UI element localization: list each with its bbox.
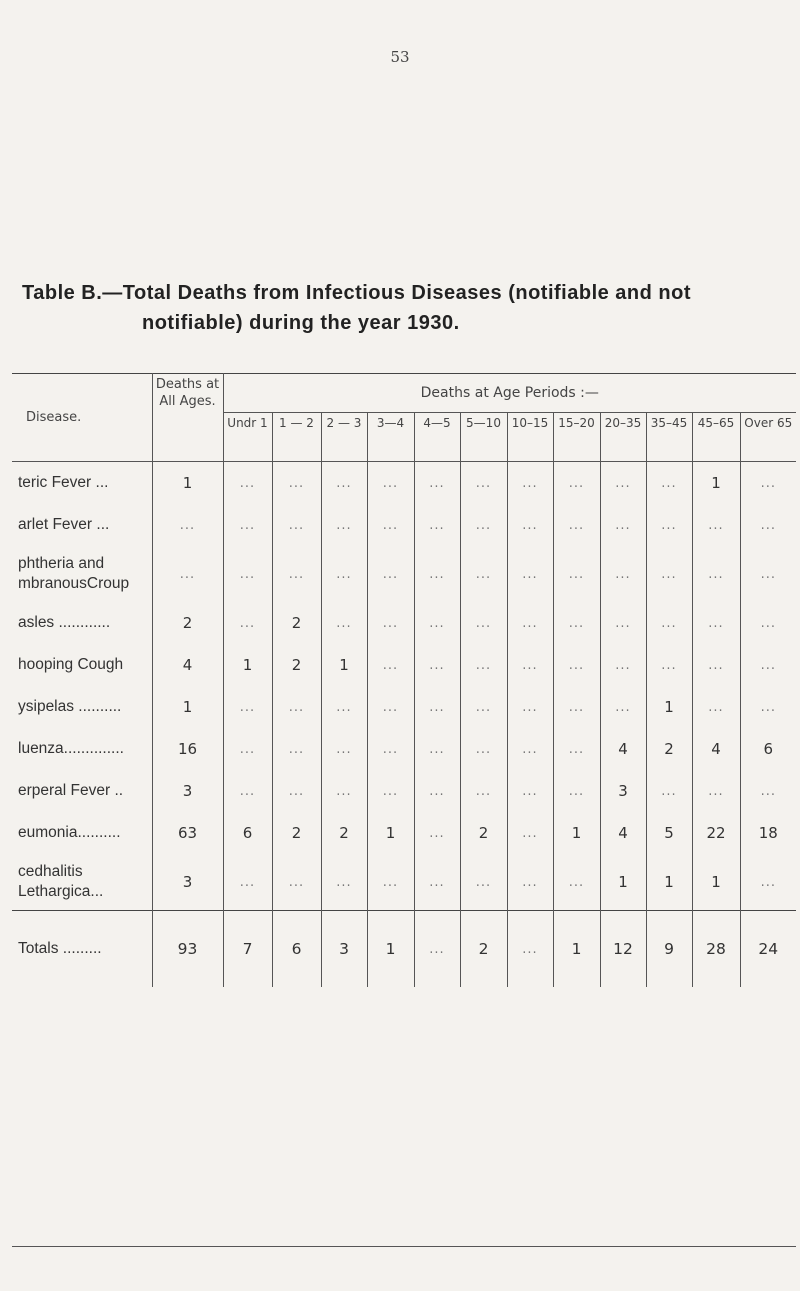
age-period-cell: ... <box>414 546 460 602</box>
age-period-header: 20–35 <box>600 413 646 462</box>
age-period-cell: ... <box>460 728 507 770</box>
deaths-all-ages-cell: 3 <box>152 770 223 812</box>
age-period-cell: 1 <box>321 644 367 686</box>
age-period-cell: ... <box>553 728 600 770</box>
age-period-cell: ... <box>460 854 507 911</box>
age-period-cell: ... <box>223 602 272 644</box>
table-row <box>12 504 796 546</box>
totals-all-ages-cell: 93 <box>152 911 223 988</box>
age-period-header: 1 — 2 <box>272 413 321 462</box>
age-period-cell: 4 <box>600 728 646 770</box>
age-period-cell: ... <box>740 854 796 911</box>
totals-age-period-cell: 6 <box>272 911 321 988</box>
age-period-cell: ... <box>600 602 646 644</box>
totals-age-period-cell: 1 <box>553 911 600 988</box>
age-period-cell: ... <box>692 770 740 812</box>
totals-age-period-cell: 2 <box>460 911 507 988</box>
header-age-periods: Deaths at Age Periods :— <box>223 374 796 413</box>
totals-age-period-cell: 24 <box>740 911 796 988</box>
age-period-cell: ... <box>414 602 460 644</box>
disease-name: luenza.............. <box>18 740 124 757</box>
disease-name: asles ............ <box>18 614 111 631</box>
age-period-cell: 1 <box>600 854 646 911</box>
page-number: 53 <box>390 48 410 66</box>
age-period-cell: ... <box>600 644 646 686</box>
age-period-cell: ... <box>223 462 272 504</box>
age-period-cell: ... <box>414 770 460 812</box>
age-period-header: 15–20 <box>553 413 600 462</box>
disease-name: erperal Fever .. <box>18 782 124 799</box>
age-period-header: 45–65 <box>692 413 740 462</box>
age-period-header: 2 — 3 <box>321 413 367 462</box>
age-period-cell: 18 <box>740 812 796 854</box>
age-period-cell: ... <box>740 686 796 728</box>
age-period-cell: ... <box>272 546 321 602</box>
age-period-header: Undr 1 <box>223 413 272 462</box>
age-period-cell: ... <box>321 546 367 602</box>
table-body <box>12 462 796 988</box>
deaths-all-ages-cell: 3 <box>152 854 223 911</box>
age-period-cell: ... <box>414 504 460 546</box>
age-period-cell: ... <box>414 462 460 504</box>
age-period-cell: ... <box>507 644 553 686</box>
age-period-cell: ... <box>223 504 272 546</box>
age-period-cell: ... <box>507 812 553 854</box>
age-period-cell: ... <box>367 644 414 686</box>
age-period-cell: ... <box>367 854 414 911</box>
age-period-cell: ... <box>692 644 740 686</box>
deaths-all-ages-cell: ... <box>152 546 223 602</box>
deaths-table <box>12 373 796 987</box>
age-period-cell: ... <box>600 686 646 728</box>
age-period-cell: ... <box>321 504 367 546</box>
age-period-cell: 5 <box>646 812 692 854</box>
deaths-all-ages-cell: 2 <box>152 602 223 644</box>
age-period-cell: ... <box>367 686 414 728</box>
age-period-cell: ... <box>507 462 553 504</box>
age-period-cell: ... <box>460 644 507 686</box>
age-period-cell: ... <box>553 644 600 686</box>
age-period-cell: ... <box>646 770 692 812</box>
disease-name: teric Fever ... <box>18 474 109 491</box>
age-period-cell: ... <box>460 686 507 728</box>
age-period-cell: ... <box>367 770 414 812</box>
bottom-rule <box>12 1246 796 1247</box>
age-period-cell: 4 <box>600 812 646 854</box>
age-period-cell: ... <box>600 462 646 504</box>
age-period-cell: ... <box>692 686 740 728</box>
totals-age-period-cell: 12 <box>600 911 646 988</box>
age-period-cell: 1 <box>367 812 414 854</box>
age-period-cell: 2 <box>646 728 692 770</box>
age-period-cell: ... <box>321 602 367 644</box>
totals-age-period-cell: 7 <box>223 911 272 988</box>
totals-label: Totals ......... <box>12 911 152 988</box>
age-period-cell: ... <box>740 770 796 812</box>
age-period-cell: 2 <box>272 812 321 854</box>
age-period-header: Over 65 <box>740 413 796 462</box>
age-period-cell: 4 <box>692 728 740 770</box>
age-period-cell: ... <box>553 686 600 728</box>
totals-age-period-cell: 9 <box>646 911 692 988</box>
age-period-header: 35–45 <box>646 413 692 462</box>
totals-age-period-cell: ... <box>507 911 553 988</box>
age-period-cell: ... <box>367 504 414 546</box>
age-period-cell: ... <box>367 602 414 644</box>
table-title <box>22 278 792 338</box>
age-period-cell: ... <box>507 602 553 644</box>
age-period-cell: ... <box>553 462 600 504</box>
age-period-cell: 2 <box>321 812 367 854</box>
age-period-cell: ... <box>460 504 507 546</box>
totals-age-period-cell: 3 <box>321 911 367 988</box>
totals-age-period-cell: 1 <box>367 911 414 988</box>
age-period-cell: 2 <box>272 644 321 686</box>
age-period-cell: ... <box>367 546 414 602</box>
age-period-cell: ... <box>272 854 321 911</box>
age-period-cell: ... <box>223 770 272 812</box>
age-period-cell: ... <box>507 504 553 546</box>
deaths-all-ages-cell: ... <box>152 504 223 546</box>
age-period-cell: ... <box>553 854 600 911</box>
age-period-cell: ... <box>223 728 272 770</box>
age-period-cell: ... <box>646 644 692 686</box>
age-period-cell: ... <box>692 602 740 644</box>
age-period-cell: ... <box>507 686 553 728</box>
age-period-header: 4—5 <box>414 413 460 462</box>
age-period-cell: 1 <box>223 644 272 686</box>
table-row <box>12 644 796 686</box>
age-period-cell: 1 <box>692 854 740 911</box>
age-period-cell: 1 <box>692 462 740 504</box>
age-period-cell: ... <box>321 728 367 770</box>
age-period-cell: ... <box>692 504 740 546</box>
table-row <box>12 728 796 770</box>
age-period-cell: ... <box>321 686 367 728</box>
age-period-cell: 2 <box>460 812 507 854</box>
age-period-cell: ... <box>740 504 796 546</box>
age-period-cell: ... <box>321 770 367 812</box>
age-period-cell: 2 <box>272 602 321 644</box>
age-period-cell: 22 <box>692 812 740 854</box>
age-period-cell: ... <box>367 728 414 770</box>
disease-name: hooping Cough <box>18 656 124 673</box>
age-period-cell: 6 <box>223 812 272 854</box>
totals-age-period-cell: ... <box>414 911 460 988</box>
age-period-cell: ... <box>272 728 321 770</box>
age-period-cell: ... <box>321 462 367 504</box>
title-line-2: notifiable) during the year 1930. <box>142 312 460 334</box>
age-period-cell: ... <box>460 602 507 644</box>
disease-name: cedhalitis Lethargica... <box>18 863 104 900</box>
age-period-cell: ... <box>646 462 692 504</box>
disease-name: eumonia.......... <box>18 824 121 841</box>
age-period-cell: ... <box>460 546 507 602</box>
age-period-cell: ... <box>321 854 367 911</box>
age-period-cell: ... <box>414 854 460 911</box>
table-row <box>12 854 796 911</box>
table-row <box>12 770 796 812</box>
age-period-cell: ... <box>553 546 600 602</box>
deaths-all-ages-cell: 1 <box>152 462 223 504</box>
age-period-cell: ... <box>553 602 600 644</box>
age-period-cell: ... <box>367 462 414 504</box>
age-period-cell: ... <box>272 462 321 504</box>
age-period-cell: ... <box>740 602 796 644</box>
age-period-header: 10–15 <box>507 413 553 462</box>
age-period-cell: ... <box>600 504 646 546</box>
age-period-cell: ... <box>223 854 272 911</box>
age-period-cell: ... <box>414 728 460 770</box>
age-period-cell: ... <box>414 812 460 854</box>
deaths-all-ages-cell: 63 <box>152 812 223 854</box>
age-period-cell: ... <box>414 644 460 686</box>
age-period-cell: ... <box>646 504 692 546</box>
deaths-all-ages-cell: 1 <box>152 686 223 728</box>
age-period-cell: ... <box>740 546 796 602</box>
age-period-cell: ... <box>272 504 321 546</box>
table-row <box>12 686 796 728</box>
age-period-cell: 1 <box>553 812 600 854</box>
age-period-cell: ... <box>460 462 507 504</box>
age-period-cell: ... <box>414 686 460 728</box>
age-period-cell: ... <box>740 644 796 686</box>
header-deaths-all-ages: Deaths at All Ages. <box>152 374 223 462</box>
age-period-cell: ... <box>553 504 600 546</box>
table-row <box>12 546 796 602</box>
age-period-cell: ... <box>646 546 692 602</box>
age-period-cell: ... <box>692 546 740 602</box>
totals-row <box>12 911 796 988</box>
table-row <box>12 462 796 504</box>
age-period-cell: ... <box>272 686 321 728</box>
age-period-cell: ... <box>223 686 272 728</box>
header-row <box>12 374 796 413</box>
age-period-cell: 1 <box>646 854 692 911</box>
age-period-cell: ... <box>507 770 553 812</box>
age-period-cell: ... <box>646 602 692 644</box>
table-row <box>12 812 796 854</box>
disease-name: phtheria and mbranousCroup <box>18 555 130 592</box>
age-period-cell: ... <box>507 854 553 911</box>
age-period-cell: ... <box>507 728 553 770</box>
deaths-all-ages-cell: 16 <box>152 728 223 770</box>
title-line-1: Table B.—Total Deaths from Infectious Diseases (notifiable and not <box>22 282 692 304</box>
age-period-cell: ... <box>600 546 646 602</box>
header-disease: Disease. <box>26 410 82 425</box>
age-period-cell: ... <box>553 770 600 812</box>
disease-name: arlet Fever ... <box>18 516 110 533</box>
age-period-header: 3—4 <box>367 413 414 462</box>
disease-name: ysipelas .......... <box>18 698 122 715</box>
age-period-cell: ... <box>507 546 553 602</box>
age-period-cell: 1 <box>646 686 692 728</box>
age-period-cell: ... <box>460 770 507 812</box>
age-period-cell: ... <box>272 770 321 812</box>
age-period-cell: 3 <box>600 770 646 812</box>
table-row <box>12 602 796 644</box>
age-period-cell: ... <box>740 462 796 504</box>
totals-age-period-cell: 28 <box>692 911 740 988</box>
age-period-cell: 6 <box>740 728 796 770</box>
age-period-header: 5—10 <box>460 413 507 462</box>
deaths-all-ages-cell: 4 <box>152 644 223 686</box>
age-period-cell: ... <box>223 546 272 602</box>
